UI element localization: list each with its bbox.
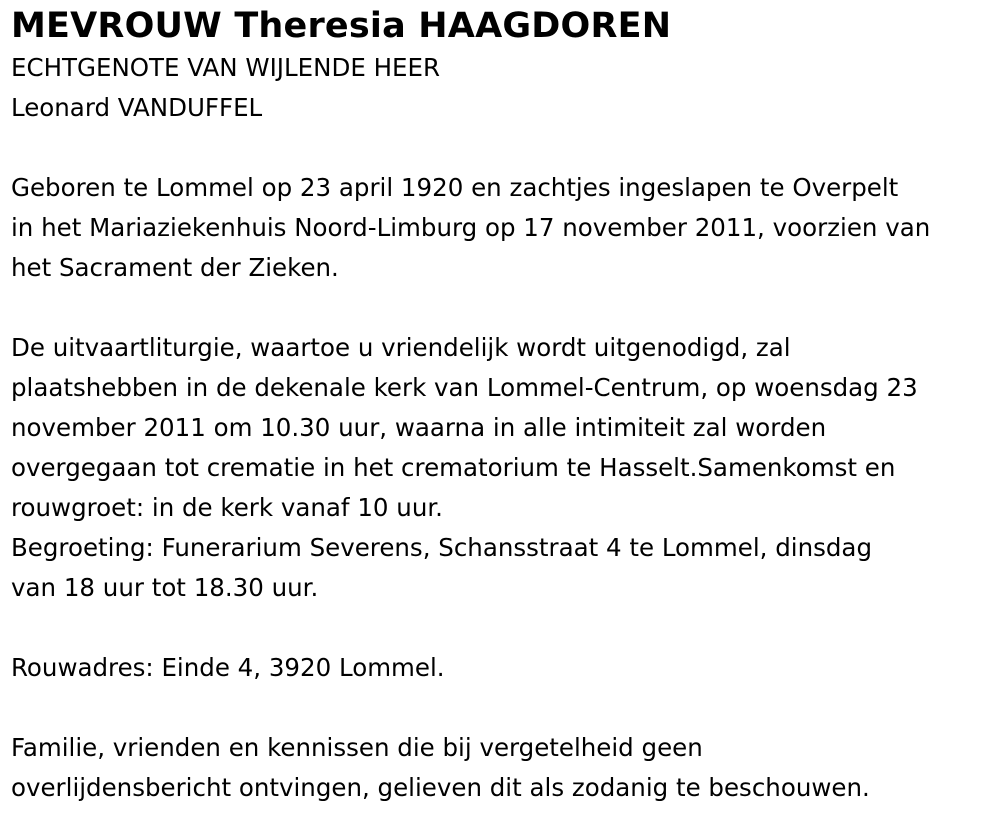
- paragraph-line: De uitvaartliturgie, waartoe u vriendelijk wordt uitgenodigd, zal: [11, 333, 791, 362]
- mourning-address: Rouwadres: Einde 4, 3920 Lommel.: [11, 653, 445, 682]
- paragraph-line: overgegaan tot crematie in het crematorium te Hasselt.Samenkomst en: [11, 453, 896, 482]
- birth-paragraph: [11, 168, 996, 288]
- paragraph-line: in het Mariaziekenhuis Noord-Limburg op 17 november 2011, voorzien van: [11, 213, 931, 242]
- address-paragraph: [11, 648, 996, 688]
- closing-paragraph: [11, 728, 996, 808]
- spouse-relation: ECHTGENOTE VAN WIJLENDE HEER: [11, 53, 441, 82]
- paragraph-line: Begroeting: Funerarium Severens, Schansstraat 4 te Lommel, dinsdag: [11, 533, 872, 562]
- obituary-notice: [11, 4, 996, 808]
- paragraph-spacer: [11, 288, 996, 328]
- paragraph-line: plaatshebben in de dekenale kerk van Lommel-Centrum, op woensdag 23: [11, 373, 918, 402]
- paragraph-spacer: [11, 608, 996, 648]
- paragraph-line: Familie, vrienden en kennissen die bij vergetelheid geen: [11, 733, 703, 762]
- paragraph-spacer: [11, 688, 996, 728]
- deceased-name: MEVROUW Theresia HAAGDOREN: [11, 6, 672, 46]
- funeral-paragraph: [11, 328, 996, 608]
- paragraph-line: november 2011 om 10.30 uur, waarna in alle intimiteit zal worden: [11, 413, 827, 442]
- paragraph-line: Geboren te Lommel op 23 april 1920 en zachtjes ingeslapen te Overpelt: [11, 173, 899, 202]
- spouse-name: Leonard VANDUFFEL: [11, 93, 263, 122]
- paragraph-line: rouwgroet: in de kerk vanaf 10 uur.: [11, 493, 443, 522]
- paragraph-spacer: [11, 128, 996, 168]
- paragraph-line: overlijdensbericht ontvingen, gelieven dit als zodanig te beschouwen.: [11, 773, 870, 802]
- paragraph-line: het Sacrament der Zieken.: [11, 253, 339, 282]
- paragraph-line: van 18 uur tot 18.30 uur.: [11, 573, 319, 602]
